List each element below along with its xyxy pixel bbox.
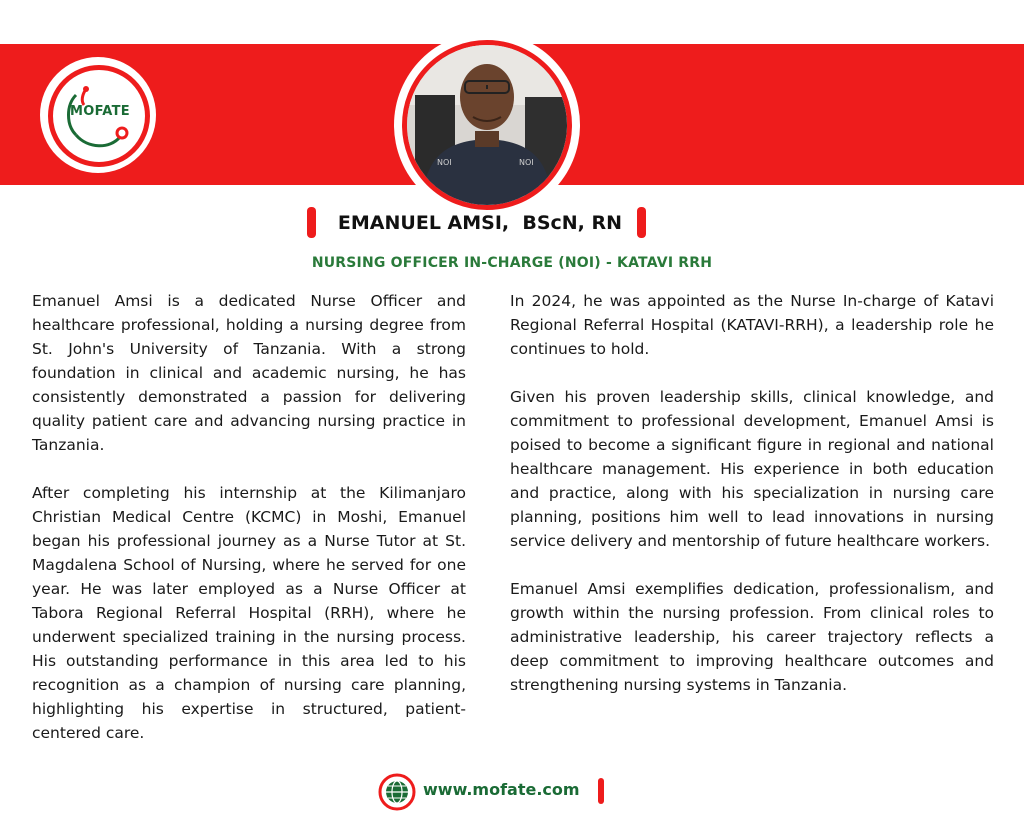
person-name: EMANUEL AMSI, BScN, RN [337, 212, 623, 234]
website-link[interactable]: www.mofate.com [423, 780, 580, 799]
globe-icon [378, 773, 416, 811]
bio-right-column [510, 289, 994, 721]
profile-photo-illustration [407, 45, 567, 205]
bio-paragraph: In 2024, he was appointed as the Nurse In-charge of Katavi Regional Referral Hospital (KATAVI-RRH), a leadership role he continues to hold. [510, 292, 994, 358]
bio-paragraph: Emanuel Amsi is a dedicated Nurse Officer and healthcare professional, holding a nursing degree from St. John's University of Tanzania. With a strong foundation in clinical and academic nursing, he has consistently demonstrated a passion for delivering quality patient care and advancing nursing practice in Tanzania. [32, 292, 466, 454]
bio-paragraph: Emanuel Amsi exemplifies dedication, professionalism, and growth within the nursing profession. From clinical roles to administrative leadership, his career trajectory reflects a deep commitment to improving healthcare outcomes and strengthening nursing systems in Tanzania. [510, 580, 994, 694]
svg-text:NOI: NOI [519, 158, 534, 167]
name-bracket-left [307, 207, 316, 238]
svg-text:NOI: NOI [437, 158, 452, 167]
name-bracket-right [637, 207, 646, 238]
bio-paragraph: Given his proven leadership skills, clinical knowledge, and commitment to professional development, Emanuel Amsi is poised to become a significant figure in regional and national healthcare management. His experience in both education and practice, along with his specialization in nursing care planning, positions him well to lead innovations in nursing service delivery and mentorship of future healthcare workers. [510, 388, 994, 550]
bio-left-column [32, 289, 466, 769]
job-title: NURSING OFFICER IN-CHARGE (NOI) - KATAVI RRH [311, 255, 713, 271]
bio-paragraph: After completing his internship at the Kilimanjaro Christian Medical Centre (KCMC) in Moshi, Emanuel began his professional journey as a Nurse Tutor at St. Magdalena School of Nursing, where he served for one year. He was later employed as a Nurse Officer at Tabora Regional Referral Hospital (RRH), where he underwent specialized training in the nursing process. His outstanding performance in this area led to his recognition as a champion of nursing care planning, highlighting his expertise in structured, patient-centered care. [32, 484, 466, 742]
profile-photo [402, 40, 572, 210]
footer-bracket [598, 778, 604, 804]
logo-text: MOFATE [70, 104, 130, 119]
